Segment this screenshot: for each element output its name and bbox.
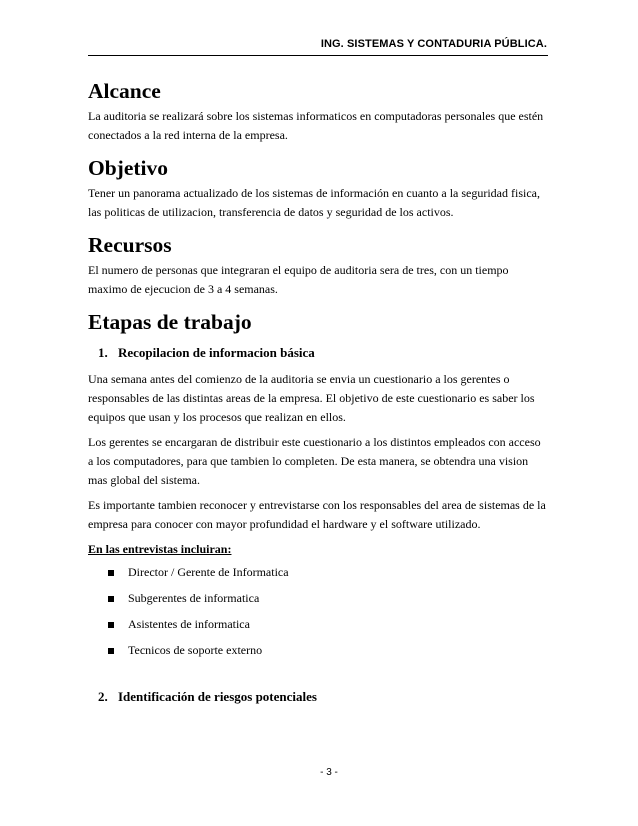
interviews-list (88, 563, 548, 660)
list-item-text: Subgerentes de informatica (128, 591, 260, 605)
heading-alcance: Alcance (88, 79, 161, 103)
paragraph-etapas-2: Los gerentes se encargaran de distribuir este cuestionario a los distintos empleados con acceso a los computadores, para que tambien lo completen. De esta manera, se obtendra una vision mas global del sistema. (88, 435, 541, 487)
heading-etapas: Etapas de trabajo (88, 310, 252, 334)
header-rule (88, 55, 548, 56)
page-footer (0, 767, 638, 778)
paragraph-etapas-1: Una semana antes del comienzo de la auditoria se envia un cuestionario a los gerentes o responsables de las distintas areas de la empresa. El objetivo de este cuestionario es saber los equipos que usan y los procesos que realizan en ellos. (88, 372, 535, 424)
page-content (88, 74, 548, 708)
list-item-text: Director / Gerente de Informatica (128, 565, 289, 579)
paragraph-recursos: El numero de personas que integraran el equipo de auditoria sera de tres, con un tiempo maximo de ejecucion de 3 a 4 semanas. (88, 263, 509, 296)
heading-recursos: Recursos (88, 233, 172, 257)
square-bullet-icon (108, 622, 114, 628)
square-bullet-icon (108, 570, 114, 576)
step-2-number: 2. (98, 689, 108, 704)
heading-objetivo: Objetivo (88, 156, 169, 180)
step-1-title: Recopilacion de informacion básica (118, 345, 315, 360)
list-item (88, 641, 548, 660)
interviews-title: En las entrevistas incluiran: (88, 542, 232, 556)
step-1-heading (98, 342, 548, 364)
paragraph-etapas-3: Es importante tambien reconocer y entrevistarse con los responsables del area de sistemas de la empresa para conocer con mayor profundidad el hardware y el software utilizado. (88, 498, 546, 531)
list-item (88, 589, 548, 608)
list-item-text: Asistentes de informatica (128, 617, 250, 631)
paragraph-objetivo: Tener un panorama actualizado de los sistemas de información en cuanto a la seguridad fisica, las politicas de utilizacion, transferencia de datos y seguridad de los activos. (88, 186, 540, 219)
step-1-number: 1. (98, 345, 108, 360)
square-bullet-icon (108, 648, 114, 654)
square-bullet-icon (108, 596, 114, 602)
page-number: - 3 - (320, 767, 338, 778)
list-item (88, 615, 548, 634)
list-item-text: Tecnicos de soporte externo (128, 643, 263, 657)
paragraph-alcance: La auditoria se realizará sobre los sistemas informaticos en computadoras personales que estén conectados a la red interna de la empresa. (88, 109, 544, 142)
list-item (88, 563, 548, 582)
page-header: ING. SISTEMAS Y CONTADURIA PÚBLICA. (320, 38, 547, 50)
step-2-title: Identificación de riesgos potenciales (118, 689, 317, 704)
step-2-heading (98, 686, 548, 708)
